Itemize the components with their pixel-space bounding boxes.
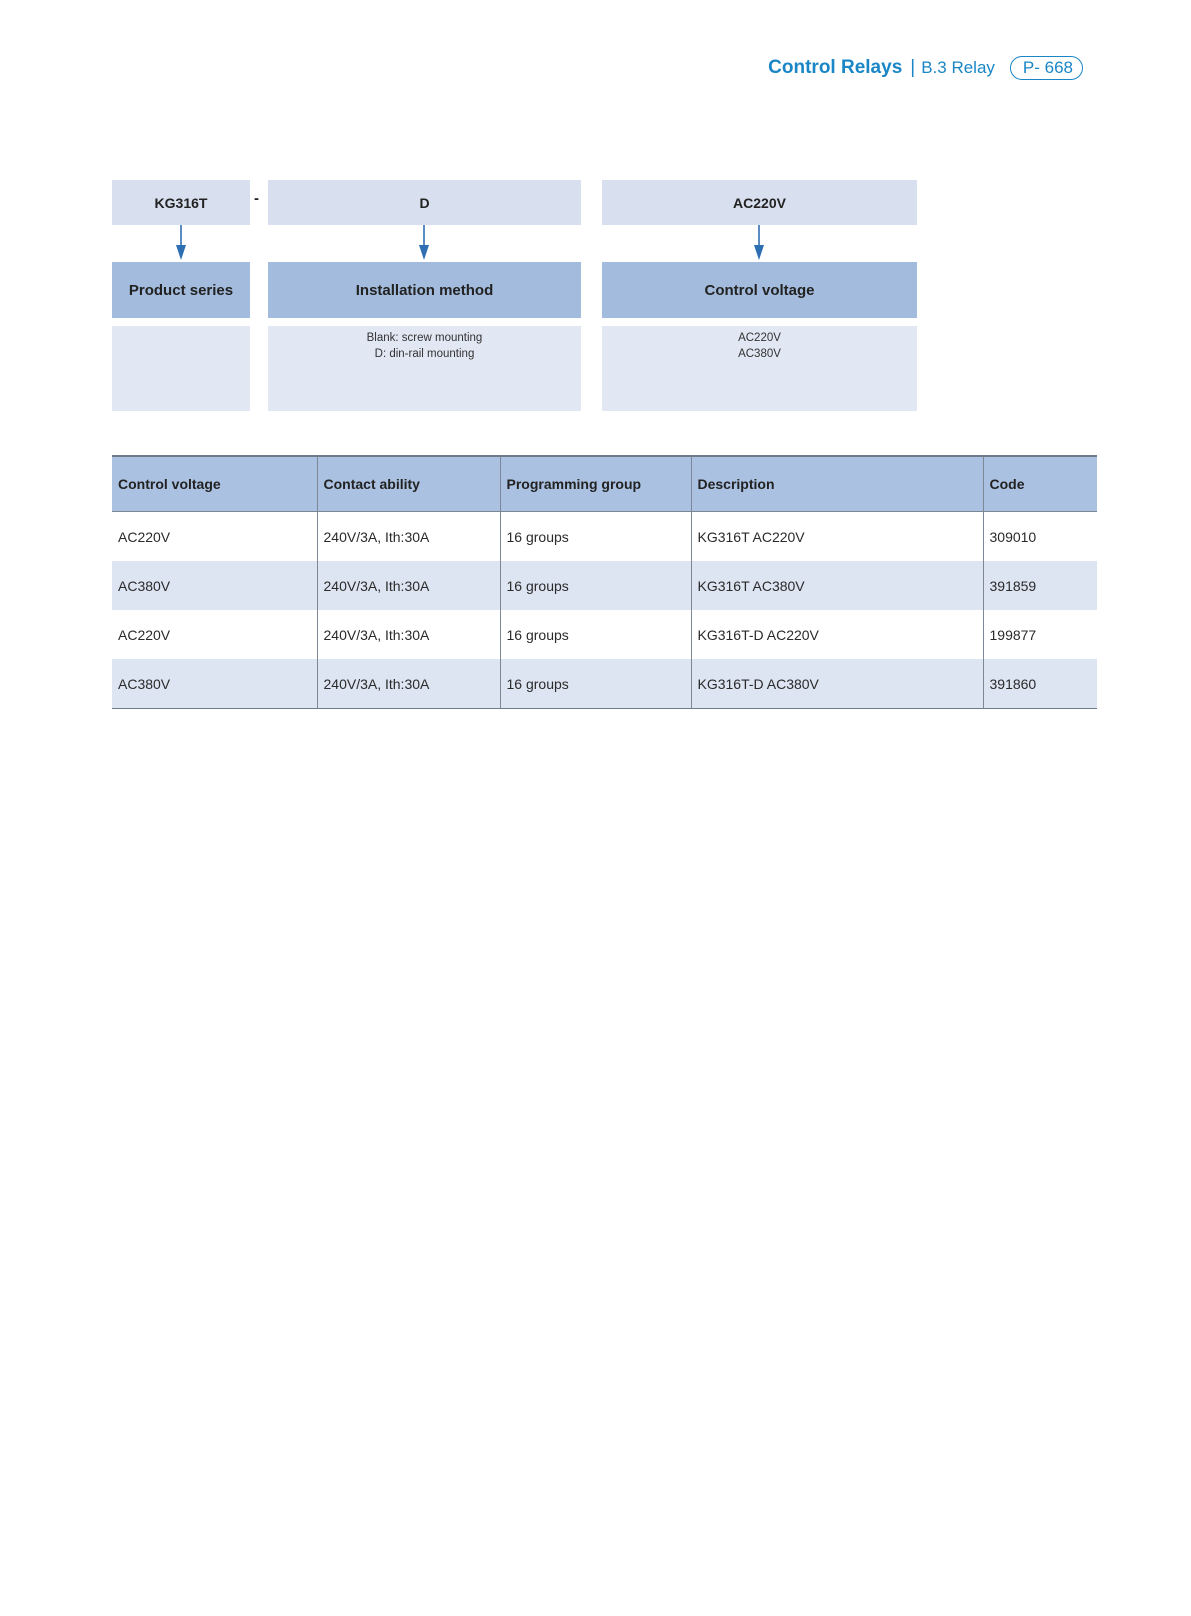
table-cell: AC220V (112, 512, 317, 562)
option-line: AC380V (738, 348, 781, 360)
header-separator: | (910, 57, 916, 78)
table-cell: KG316T-D AC220V (691, 610, 983, 659)
column-header: Description (691, 456, 983, 512)
product-table (112, 455, 1097, 709)
options-installation-method (268, 326, 581, 411)
arrow-down-icon (753, 225, 765, 261)
column-header: Code (983, 456, 1097, 512)
table-cell: 16 groups (500, 610, 691, 659)
arrow-down-icon (175, 225, 187, 261)
page-number-badge: P- 668 (1010, 56, 1083, 80)
table-header-row (112, 456, 1097, 512)
table-cell: AC220V (112, 610, 317, 659)
table-cell: 16 groups (500, 659, 691, 709)
header-title: Control Relays (768, 57, 903, 78)
option-line: Blank: screw mounting (366, 332, 483, 344)
table-cell: KG316T-D AC380V (691, 659, 983, 709)
category-product-series: Product series (112, 262, 250, 318)
page-header (768, 54, 1083, 82)
code-dash: - (254, 190, 259, 207)
code-product-series: KG316T (112, 180, 250, 225)
code-voltage: AC220V (602, 180, 917, 225)
table-cell: KG316T AC380V (691, 561, 983, 610)
table-cell: 16 groups (500, 561, 691, 610)
column-header: Contact ability (317, 456, 500, 512)
option-line: AC220V (738, 332, 781, 344)
table-cell: 309010 (989, 528, 1037, 545)
table-cell: KG316T AC220V (691, 512, 983, 562)
table-cell: 16 groups (500, 512, 691, 562)
table-row (112, 561, 1097, 610)
table-cell: 240V/3A, Ith:30A (317, 659, 500, 709)
option-line: D: din-rail mounting (374, 348, 475, 360)
options-product-series (112, 326, 250, 411)
options-control-voltage (602, 326, 917, 411)
column-header: Control voltage (112, 456, 317, 512)
table-cell: 199877 (989, 626, 1037, 643)
table-cell: 391860 (983, 659, 1097, 709)
table-cell: AC380V (112, 659, 317, 709)
table-row (112, 512, 1097, 562)
table-cell: 391859 (983, 561, 1097, 610)
table-cell: 240V/3A, Ith:30A (317, 561, 500, 610)
table-cell: 240V/3A, Ith:30A (317, 512, 500, 562)
table-cell: 240V/3A, Ith:30A (317, 610, 500, 659)
table-row (112, 659, 1097, 709)
table-cell: AC380V (112, 561, 317, 610)
category-installation-method: Installation method (268, 262, 581, 318)
column-header: Programming group (500, 456, 691, 512)
table-row (112, 610, 1097, 659)
category-control-voltage: Control voltage (602, 262, 917, 318)
arrow-down-icon (418, 225, 430, 261)
header-section: B.3 Relay (921, 58, 995, 77)
code-installation: D (268, 180, 581, 225)
